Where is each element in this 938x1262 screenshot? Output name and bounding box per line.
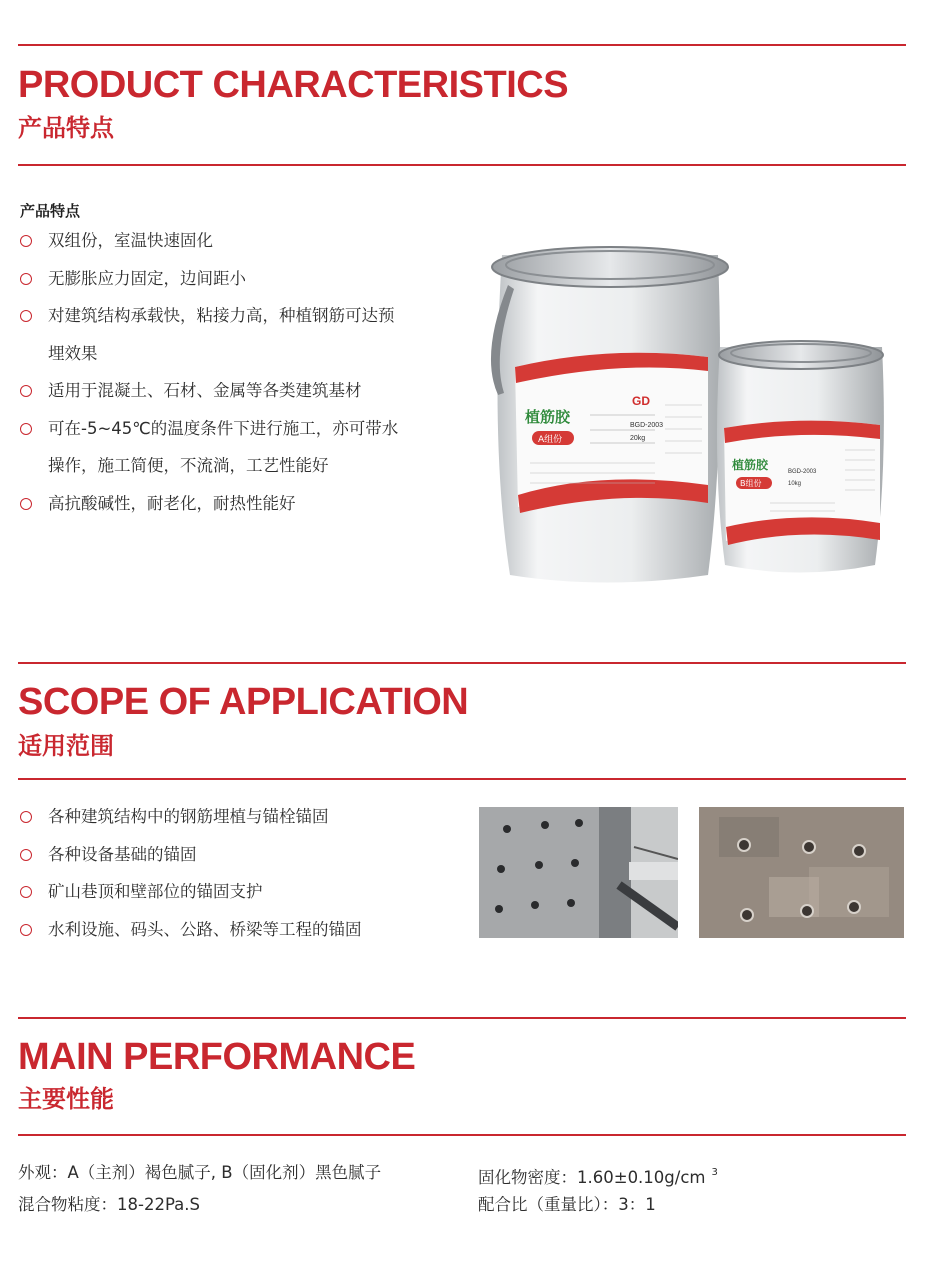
circle-bullet-icon	[20, 886, 32, 898]
big-can-weight: 20kg	[630, 435, 646, 442]
circle-bullet-icon	[20, 423, 32, 435]
list-item: 各种建筑结构中的钢筋埋植与锚栓锚固	[18, 798, 458, 836]
section-rule-top	[18, 1017, 906, 1019]
big-can-brand: GD	[632, 394, 650, 408]
performance-appearance: 外观：A（主剂）褐色腻子, B（固化剂）黑色腻子	[18, 1163, 382, 1182]
characteristics-title-cn: 产品特点	[18, 114, 114, 142]
list-item: 水利设施、码头、公路、桥梁等工程的锚固	[18, 911, 458, 949]
small-can-badge: B组份	[740, 479, 762, 488]
small-can-label: 植筋胶	[732, 458, 769, 472]
application-title-cn: 适用范围	[18, 732, 114, 760]
density-superscript: 3	[711, 1167, 718, 1178]
circle-bullet-icon	[20, 385, 32, 397]
application-title-en: SCOPE OF APPLICATION	[18, 681, 469, 723]
list-item: 对建筑结构承载快，粘接力高，种植钢筋可达预 埋效果	[18, 297, 458, 372]
circle-bullet-icon	[20, 924, 32, 936]
small-can-weight: 10kg	[788, 481, 802, 487]
list-item: 矿山巷顶和壁部位的锚固支护	[18, 873, 458, 911]
concrete-drilled-holes-photo	[479, 807, 678, 938]
performance-viscosity: 混合物粘度：18-22Pa.S	[18, 1195, 200, 1214]
anchored-bolts-photo	[699, 807, 904, 938]
section-rule-bottom	[18, 164, 906, 166]
characteristics-list	[18, 222, 458, 522]
characteristics-title-en: PRODUCT CHARACTERISTICS	[18, 64, 569, 106]
section-rule-top	[18, 44, 906, 46]
circle-bullet-icon	[20, 235, 32, 247]
list-item: 各种设备基础的锚固	[18, 836, 458, 874]
big-can-label: 植筋胶	[525, 408, 571, 426]
circle-bullet-icon	[20, 310, 32, 322]
circle-bullet-icon	[20, 849, 32, 861]
small-can-model: BGD-2003	[788, 469, 817, 475]
list-item: 适用于混凝土、石材、金属等各类建筑基材	[18, 372, 458, 410]
performance-ratio: 配合比（重量比）：3：1	[478, 1195, 656, 1214]
list-item: 高抗酸碱性，耐老化，耐热性能好	[18, 485, 458, 523]
performance-title-cn: 主要性能	[18, 1085, 114, 1113]
circle-bullet-icon	[20, 273, 32, 285]
section-rule-top	[18, 662, 906, 664]
characteristics-subheading: 产品特点	[20, 202, 81, 220]
section-rule-bottom	[18, 1134, 906, 1136]
circle-bullet-icon	[20, 811, 32, 823]
list-item: 无膨胀应力固定，边间距小	[18, 260, 458, 298]
performance-title-en: MAIN PERFORMANCE	[18, 1036, 416, 1078]
circle-bullet-icon	[20, 498, 32, 510]
list-item: 双组份，室温快速固化	[18, 222, 458, 260]
application-list	[18, 798, 458, 948]
big-can-badge: A组份	[538, 435, 563, 445]
product-photo	[470, 245, 910, 590]
list-item: 可在-5~45℃的温度条件下进行施工，亦可带水 操作，施工简便，不流淌，工艺性能好	[18, 410, 458, 485]
section-rule-bottom	[18, 778, 906, 780]
big-can-model: BGD-2003	[630, 422, 664, 429]
performance-density: 固化物密度：1.60±0.10g/cm $^3$	[478, 1167, 718, 1187]
